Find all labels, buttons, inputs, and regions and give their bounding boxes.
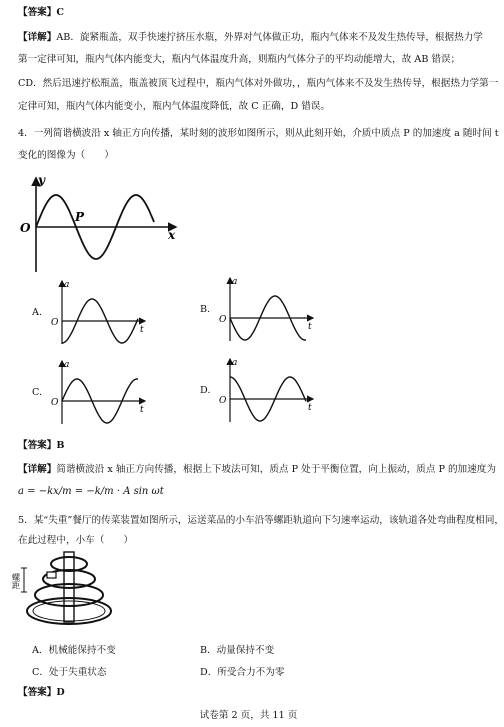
page-footer: 试卷第 2 页，共 11 页 — [199, 710, 298, 721]
option-a-a-label: a — [64, 280, 70, 290]
q5-option-b[interactable]: B．动量保持不变 — [200, 645, 275, 656]
q5-option-a[interactable]: A．机械能保持不变 — [32, 645, 116, 656]
q5-answer-value: D — [56, 687, 65, 698]
q3-detail-text-1: AB．旋紧瓶盖，双手快速拧挤压水瓶，外界对气体做正功，瓶内气体来不及发生热传导，根据热力学 — [56, 32, 483, 43]
q5-pitch-label: 螺距 — [11, 573, 21, 589]
option-b-o-label: O — [219, 315, 227, 325]
q3-answer-value: C — [56, 7, 65, 18]
q4-answer-value: B — [56, 440, 65, 451]
option-a-t-label: t — [140, 325, 144, 335]
option-c-o-label: O — [51, 398, 59, 408]
q3-detail-line-4: 定律可知，瓶内气体内能变小，瓶内气体温度降低，故 C 正确，D 错误。 — [18, 101, 330, 112]
q4-answer-label: 【答案】 — [18, 440, 57, 451]
q5-spiral-figure — [11, 548, 124, 630]
q3-detail-label: 【详解】 — [18, 32, 57, 43]
option-d-t-label: t — [308, 403, 312, 413]
q5-answer-label: 【答案】 — [18, 687, 57, 698]
option-b-t-label: t — [308, 322, 312, 332]
q5-option-c[interactable]: C．处于失重状态 — [32, 667, 107, 678]
q5-stem-line-1: 5．某“失重”餐厅的传菜装置如图所示，运送菜品的小车沿等螺距轨道向下匀速率运动，该轨道各处弯曲程度相同， — [18, 515, 504, 526]
q4-option-a-graph[interactable] — [45, 278, 150, 348]
q4-wave-figure — [16, 172, 181, 277]
wave-x-label: x — [168, 228, 176, 242]
q4-formula: a = −kx/m = −k/m · A sin ωt — [18, 486, 164, 497]
option-c-a-label: a — [64, 360, 70, 370]
q3-detail-line-2: 第一定律可知，瓶内气体内能变大，瓶内气体温度升高，则瓶内气体分子的平均动能增大，故 AB 错误； — [18, 54, 461, 65]
option-c-t-label: t — [140, 405, 144, 415]
wave-origin-label: O — [20, 221, 31, 235]
q4-option-d-label: D. — [200, 385, 211, 396]
q4-detail-label: 【详解】 — [18, 464, 57, 475]
q3-detail-line-1 — [18, 31, 483, 44]
q4-stem-line-2: 变化的图像为（ ） — [18, 150, 114, 161]
q4-option-b-graph[interactable] — [213, 275, 318, 345]
option-d-a-label: a — [232, 358, 238, 368]
q4-option-d-graph[interactable] — [213, 356, 318, 426]
q4-option-c-graph[interactable] — [45, 358, 150, 428]
q3-answer — [18, 6, 483, 19]
q4-detail-text-1: 简谐横波沿 x 轴正方向传播，根据上下坡法可知，质点 P 处于平衡位置，向上振动，质点 P 的加速度为 — [56, 464, 496, 475]
wave-y-label: y — [38, 173, 45, 187]
option-b-a-label: a — [232, 277, 238, 287]
q4-option-c-label: C. — [32, 387, 43, 398]
q4-answer — [18, 439, 483, 452]
q5-option-d[interactable]: D．所受合力不为零 — [200, 667, 285, 678]
option-d-o-label: O — [219, 396, 227, 406]
wave-point-p-label: P — [75, 210, 85, 224]
q4-detail-line-1 — [18, 463, 496, 476]
q4-option-b-label: B. — [200, 304, 211, 315]
q4-stem-line-1: 4．一列简谐横波沿 x 轴正方向传播，某时刻的波形如图所示，则从此刻开始，介质中质点 P 的加速度 a 随时间 t — [18, 128, 499, 139]
option-a-o-label: O — [51, 318, 59, 328]
q3-answer-label: 【答案】 — [18, 7, 57, 18]
q3-detail-line-3: CD．然后迅速拧松瓶盖，瓶盖被顶飞过程中，瓶内气体对外做功，，瓶内气体来不及发生热传导，根据热力学第一 — [18, 78, 499, 89]
q5-stem-line-2: 在此过程中，小车（ ） — [18, 535, 134, 546]
q5-answer — [18, 686, 483, 699]
q4-option-a-label: A. — [32, 307, 42, 318]
